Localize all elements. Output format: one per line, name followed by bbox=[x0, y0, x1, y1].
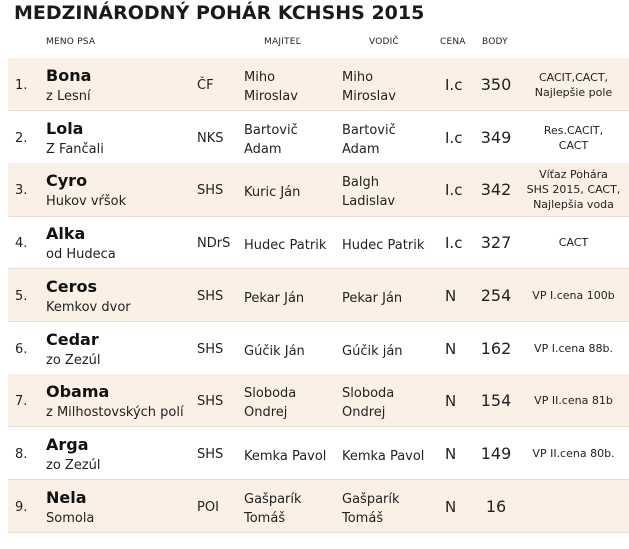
owner-name-line: Sloboda bbox=[244, 386, 297, 402]
rank-number: 7. bbox=[15, 394, 28, 410]
dog-name: Bona bbox=[46, 66, 92, 85]
handler-name bbox=[342, 236, 424, 255]
handler-name bbox=[342, 490, 400, 528]
dog-name: Obama bbox=[46, 382, 110, 402]
rank-number: 1. bbox=[15, 78, 28, 93]
price-grade: N bbox=[445, 392, 457, 411]
dog-kennel: zo Zezúl bbox=[46, 352, 101, 368]
award-note bbox=[522, 393, 625, 408]
owner-name bbox=[244, 183, 300, 202]
points-value: 254 bbox=[480, 285, 512, 305]
award-note bbox=[522, 288, 625, 303]
handler-name-line: Adam bbox=[342, 141, 380, 157]
dog-name: Arga bbox=[46, 434, 89, 454]
dog-breed: SHS bbox=[197, 183, 224, 199]
award-note bbox=[522, 70, 625, 100]
award-note bbox=[522, 123, 625, 153]
points-value: 154 bbox=[480, 391, 512, 411]
award-note bbox=[522, 167, 625, 212]
dog-breed: NKS bbox=[197, 130, 224, 146]
owner-name-line: Ondrej bbox=[244, 405, 288, 421]
points-value: 149 bbox=[480, 443, 512, 463]
award-note bbox=[522, 235, 625, 250]
price-grade: N bbox=[445, 286, 457, 305]
dog-name: Nela bbox=[46, 487, 87, 507]
owner-name bbox=[244, 236, 326, 255]
dog-breed: SHS bbox=[197, 394, 224, 410]
handler-name-line: Kemka Pavol bbox=[342, 448, 425, 464]
handler-name-line: Gúčik ján bbox=[342, 343, 403, 359]
dog-breed: SHS bbox=[197, 446, 224, 462]
handler-name-line: Ondrej bbox=[342, 405, 386, 421]
header-owner: MAJITEĽ bbox=[264, 37, 301, 47]
dog-breed: SHS bbox=[197, 341, 224, 357]
header-price: CENA bbox=[440, 37, 466, 47]
dog-name: Lola bbox=[46, 118, 84, 138]
handler-name bbox=[342, 68, 396, 106]
award-note-line: CACT bbox=[558, 138, 589, 152]
owner-name bbox=[244, 384, 296, 422]
handler-name bbox=[342, 342, 403, 361]
handler-name-line: Bartovič bbox=[342, 122, 396, 138]
handler-name-line: Hudec Patrik bbox=[342, 238, 425, 254]
dog-name: Cyro bbox=[46, 171, 88, 191]
owner-name-line: Adam bbox=[244, 141, 282, 157]
price-grade: I.c bbox=[445, 128, 463, 147]
handler-name-line: Balgh bbox=[342, 175, 379, 191]
price-grade: I.c bbox=[445, 76, 463, 94]
award-note-line: Res.CACIT, bbox=[543, 123, 604, 137]
award-note-line: VP II.cena 80b. bbox=[532, 446, 615, 460]
owner-name-line: Gašparík bbox=[244, 491, 302, 507]
dog-name: Cedar bbox=[46, 329, 99, 349]
dog-kennel: Hukov vŕšok bbox=[46, 194, 127, 210]
owner-name-line: Hudec Patrik bbox=[244, 238, 327, 254]
handler-name-line: Sloboda bbox=[342, 386, 395, 402]
points-value: 349 bbox=[480, 127, 512, 147]
price-grade: N bbox=[445, 497, 457, 516]
rank-number: 6. bbox=[15, 341, 28, 357]
points-value: 162 bbox=[480, 338, 512, 358]
dog-kennel: od Hudeca bbox=[46, 247, 116, 263]
table-row bbox=[8, 374, 629, 427]
dog-name: Ceros bbox=[46, 276, 97, 296]
handler-name-line: Miroslav bbox=[342, 89, 396, 104]
points-value: 342 bbox=[480, 180, 512, 200]
header-handler: VODIČ bbox=[369, 37, 399, 47]
table-row bbox=[8, 216, 629, 269]
rank-number: 8. bbox=[15, 446, 28, 462]
rank-number: 3. bbox=[15, 183, 28, 199]
owner-name-line: Kuric Ján bbox=[244, 185, 301, 201]
owner-name-line: Tomáš bbox=[244, 510, 286, 526]
table-row bbox=[8, 111, 629, 164]
rank-number: 5. bbox=[15, 288, 28, 304]
handler-name-line: Gašparík bbox=[342, 491, 400, 507]
points-value: 350 bbox=[480, 75, 512, 94]
dog-breed: NDrS bbox=[197, 236, 231, 252]
award-note-line: CACT bbox=[558, 236, 589, 250]
award-note-line: VP I.cena 100b bbox=[532, 288, 615, 302]
handler-name-line: Pekar Ján bbox=[342, 290, 403, 306]
dog-breed: SHS bbox=[197, 288, 224, 304]
rank-number: 9. bbox=[15, 499, 28, 515]
price-grade: N bbox=[445, 339, 457, 358]
award-note-line: SHS 2015, CACT, bbox=[526, 183, 621, 197]
points-value: 327 bbox=[480, 233, 512, 253]
owner-name-line: Miho bbox=[244, 70, 276, 85]
rank-number: 2. bbox=[15, 130, 28, 146]
dog-kennel: Somola bbox=[46, 510, 95, 526]
dog-breed: POI bbox=[197, 499, 219, 515]
handler-name-line: Miho bbox=[342, 70, 374, 85]
award-note-line: Najlepšie pole bbox=[534, 86, 613, 99]
owner-name bbox=[244, 490, 302, 528]
handler-name bbox=[342, 289, 402, 308]
owner-name-line: Kemka Pavol bbox=[244, 448, 327, 464]
dog-kennel: z Milhostovských polí bbox=[46, 405, 184, 421]
owner-name bbox=[244, 289, 304, 308]
handler-name bbox=[342, 447, 424, 466]
dog-name: Alka bbox=[46, 224, 86, 244]
owner-name bbox=[244, 342, 305, 361]
owner-name-line: Bartovič bbox=[244, 122, 298, 138]
points-value: 16 bbox=[485, 496, 507, 516]
owner-name bbox=[244, 68, 298, 106]
award-note-line: VP II.cena 81b bbox=[534, 394, 613, 408]
price-grade: N bbox=[445, 444, 457, 463]
header-points: BODY bbox=[482, 37, 508, 47]
award-note-line: CACIT,CACT, bbox=[538, 71, 609, 84]
dog-breed: ČF bbox=[197, 78, 214, 93]
table-row bbox=[8, 58, 629, 111]
dog-kennel: Kemkov dvor bbox=[46, 299, 131, 315]
row-divider bbox=[8, 532, 629, 533]
header-name: MENO PSA bbox=[46, 37, 96, 47]
page-title: MEDZINÁRODNÝ POHÁR KCHSHS 2015 bbox=[14, 2, 425, 24]
dog-kennel: z Lesní bbox=[46, 89, 91, 104]
award-note-line: VP I.cena 88b. bbox=[534, 341, 613, 355]
owner-name bbox=[244, 447, 326, 466]
owner-name-line: Miroslav bbox=[244, 89, 298, 104]
award-note bbox=[522, 341, 625, 356]
handler-name bbox=[342, 384, 394, 422]
owner-name-line: Gúčik Ján bbox=[244, 343, 305, 359]
price-grade: I.c bbox=[445, 234, 463, 253]
handler-name bbox=[342, 173, 395, 211]
table-row bbox=[8, 163, 629, 216]
table-row bbox=[8, 480, 629, 533]
price-grade: I.c bbox=[445, 181, 463, 200]
handler-name bbox=[342, 121, 396, 159]
rank-number: 4. bbox=[15, 236, 28, 252]
owner-name-line: Pekar Ján bbox=[244, 290, 305, 306]
table-row bbox=[8, 322, 629, 375]
dog-kennel: zo Zezúl bbox=[46, 457, 101, 473]
handler-name-line: Ladislav bbox=[342, 194, 396, 210]
owner-name bbox=[244, 121, 298, 159]
award-note-line: Najlepšia voda bbox=[533, 198, 614, 212]
table-row bbox=[8, 269, 629, 322]
table-row bbox=[8, 427, 629, 480]
dog-kennel: Z Fančali bbox=[46, 141, 104, 157]
handler-name-line: Tomáš bbox=[342, 510, 384, 526]
award-note-line: Víťaz Pohára bbox=[539, 168, 608, 182]
award-note bbox=[522, 446, 625, 461]
